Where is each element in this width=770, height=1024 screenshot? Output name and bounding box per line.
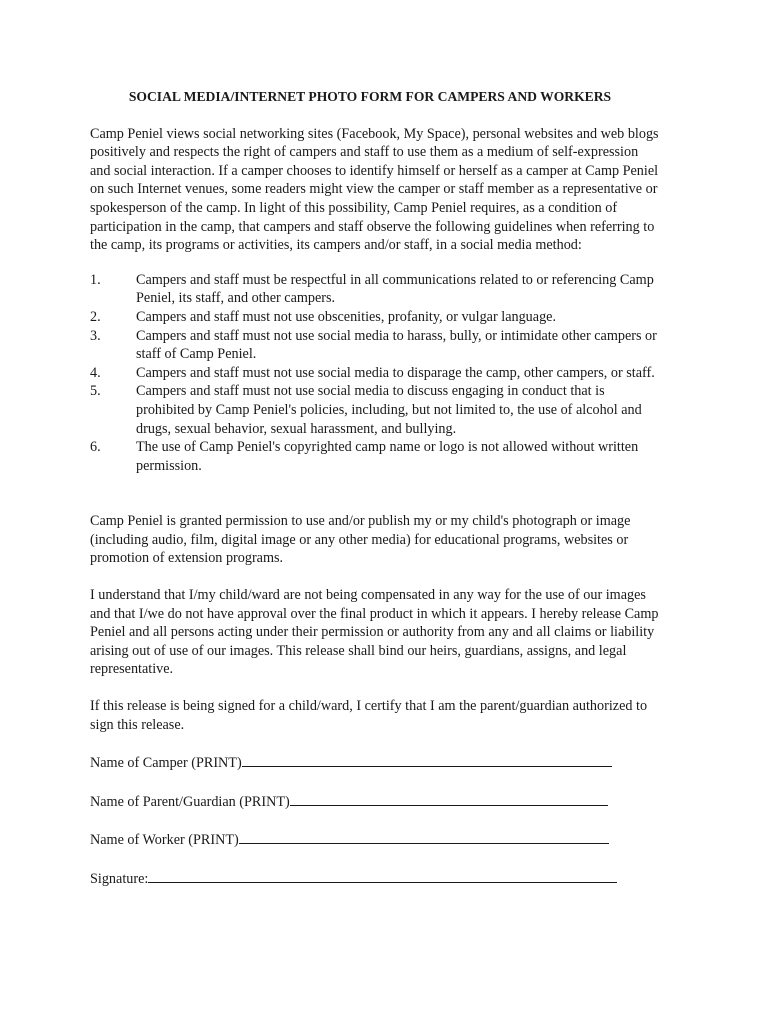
guideline-text: Campers and staff must not use obscenities, profanity, or vulgar language.: [136, 308, 557, 325]
signature-input[interactable]: [148, 868, 617, 883]
guardian-name-field: [90, 791, 660, 812]
guideline-item: [90, 308, 660, 327]
guideline-text: Campers and staff must not use social media to harass, bully, or intimidate other campers or staff of Camp Peniel.: [136, 327, 657, 363]
guardian-note: If this release is being signed for a child/ward, I certify that I am the parent/guardian authorized to sign this release.: [90, 698, 648, 733]
guideline-text: Campers and staff must be respectful in all communications related to or referencing Camp Peniel, its staff, and other campers.: [136, 271, 654, 307]
guideline-number: 5.: [90, 383, 101, 400]
guideline-item: [90, 364, 660, 383]
guideline-item: [90, 271, 660, 308]
form-title: SOCIAL MEDIA/INTERNET PHOTO FORM FOR CAMPERS AND WORKERS: [128, 89, 612, 104]
worker-name-input[interactable]: [239, 829, 609, 844]
guideline-item: [90, 382, 660, 438]
guideline-number: 4.: [90, 364, 101, 381]
signature-label: Signature:: [90, 871, 149, 887]
guardian-name-input[interactable]: [290, 791, 608, 806]
guideline-text: Campers and staff must not use social media to discuss engaging in conduct that is prohibited by Camp Peniel's policies, including, but not limited to, the use of alcohol and drugs, sexual behavior, sexual harassment, and bullying.: [136, 383, 642, 437]
form-page: [90, 88, 660, 889]
guideline-text: Campers and staff must not use social media to disparage the camp, other campers, or staff.: [136, 364, 655, 381]
guideline-item: [90, 327, 660, 364]
camper-name-label: Name of Camper (PRINT): [90, 755, 242, 772]
worker-name-field: [90, 829, 660, 850]
guideline-text: The use of Camp Peniel's copyrighted camp name or logo is not allowed without written permission.: [136, 439, 639, 474]
guideline-number: 6.: [90, 439, 101, 456]
worker-name-label: Name of Worker (PRINT): [90, 832, 239, 849]
guideline-number: 2.: [90, 308, 101, 325]
camper-name-field: [90, 752, 660, 773]
guideline-number: 1.: [90, 271, 101, 288]
guardian-name-label: Name of Parent/Guardian (PRINT): [90, 793, 290, 810]
guidelines-list: [90, 271, 660, 476]
intro-paragraph: Camp Peniel views social networking sites (Facebook, My Space), personal websites and web blogs positively and respects the right of campers and staff to use them as a medium of self-expression and social interaction. If a camper chooses to identify himself or herself as a camper at Camp Peniel on such Internet venues, some readers might view the camper or staff member as a representative or spokesperson of the camp. In light of this possibility, Camp Peniel requires, as a condition of participation in the camp, that campers and staff observe the following guidelines when referring to the camp, its programs or activities, its campers and/or staff, in a social media method:: [90, 125, 659, 254]
guideline-item: [90, 438, 660, 475]
release-paragraph: I understand that I/my child/ward are not being compensated in any way for the use of our images and that I/we do not have approval over the final product in which it appears. I hereby release Camp Peniel and all persons acting under their permission or authority from any and all claims or liability arising out of use of our images. This release shall bind our heirs, guardians, assigns, and legal representative.: [90, 587, 659, 678]
permission-paragraph: Camp Peniel is granted permission to use and/or publish my or my child's photograph or image (including audio, film, digital image or any other media) for educational programs, websites or promotion of extension programs.: [90, 513, 631, 567]
signature-field: [90, 868, 660, 889]
guideline-number: 3.: [90, 327, 101, 344]
camper-name-input[interactable]: [242, 752, 612, 767]
